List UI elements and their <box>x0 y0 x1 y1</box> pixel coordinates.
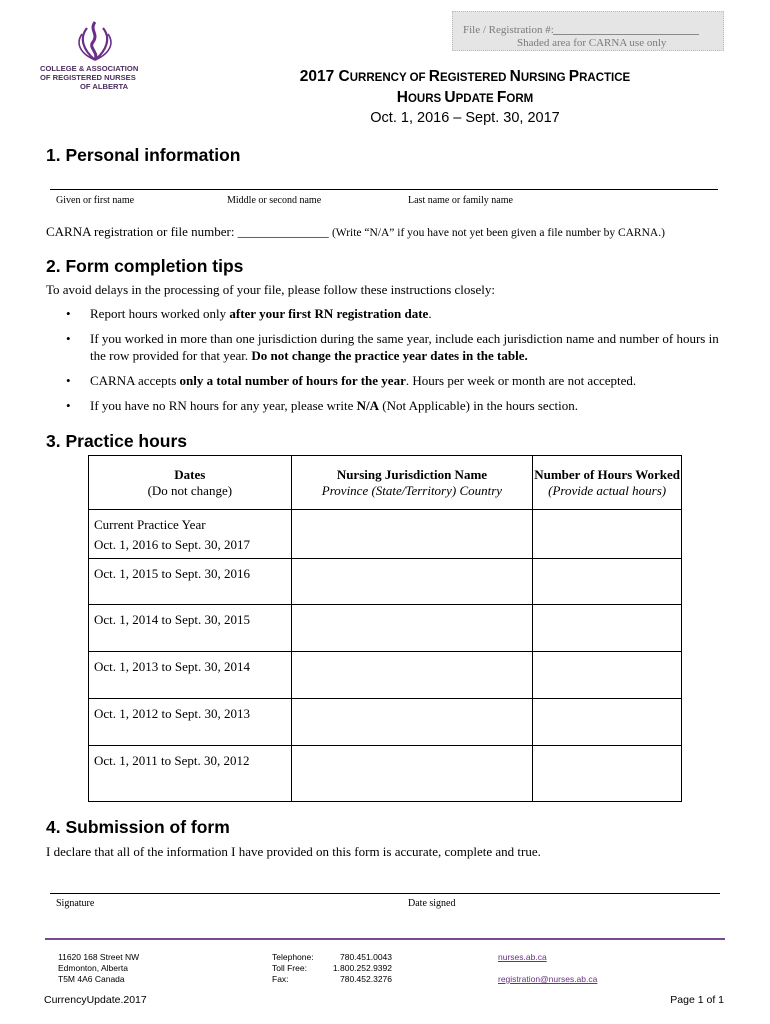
form-title-line2: HOURS UPDATE FORM <box>396 89 534 106</box>
shaded-note: Shaded area for CARNA use only <box>517 37 667 49</box>
table-row <box>89 605 682 652</box>
date-signed-label: Date signed <box>408 898 456 909</box>
page-number: Page 1 of 1 <box>670 994 724 1006</box>
footer-phone-values: 780.451.0043 1.800.252.9392 780.452.3276 <box>332 952 392 984</box>
section1-heading: 1. Personal information <box>46 145 241 165</box>
date-cell: Oct. 1, 2013 to Sept. 30, 2014 <box>89 652 292 699</box>
list-item: • CARNA accepts only a total number of hours for the year. Hours per week or month are not accepted. <box>62 372 722 389</box>
list-item: • If you worked in more than one jurisdiction during the same year, include each jurisdiction name and number of hours in the row provided for that year. Do not change the practice year dates in the table. <box>62 330 722 364</box>
registration-number-label: CARNA registration or file number: ______________ <box>46 224 329 239</box>
jurisdiction-input[interactable] <box>291 605 533 652</box>
dates-column-header: Dates (Do not change) <box>89 456 292 510</box>
registration-number-field[interactable] <box>46 224 665 240</box>
declaration-text: I declare that all of the information I have provided on this form is accurate, complete and true. <box>46 844 541 859</box>
jurisdiction-column-header: Nursing Jurisdiction Name Province (State/Territory) Country <box>291 456 533 510</box>
section3-heading: 3. Practice hours <box>46 431 188 451</box>
footer-phone-labels: Telephone: Toll Free: Fax: <box>272 952 314 984</box>
date-cell: Oct. 1, 2011 to Sept. 30, 2012 <box>89 746 292 802</box>
name-fields-line[interactable] <box>50 189 718 190</box>
footer-links <box>498 952 597 985</box>
jurisdiction-input[interactable] <box>291 746 533 802</box>
jurisdiction-input[interactable] <box>291 652 533 699</box>
jurisdiction-input[interactable] <box>291 510 533 559</box>
signature-label: Signature <box>56 898 95 909</box>
hours-input[interactable] <box>533 559 682 605</box>
tips-list <box>62 305 722 422</box>
form-title-line1: 2017 CURRENCY OF REGISTERED NURSING PRACTICE <box>299 68 631 85</box>
carna-logo <box>40 20 150 91</box>
given-name-label: Given or first name <box>56 195 135 206</box>
tips-intro: To avoid delays in the processing of your file, please follow these instructions closely: <box>46 282 495 297</box>
website-link[interactable]: nurses.ab.ca <box>498 952 547 962</box>
hours-input[interactable] <box>533 699 682 746</box>
document-id: CurrencyUpdate.2017 <box>44 994 147 1006</box>
registration-number-note: (Write “N/A” if you have not yet been given a file number by CARNA.) <box>331 227 665 239</box>
carna-logo-icon <box>73 20 117 62</box>
file-registration-field[interactable] <box>553 34 699 35</box>
table-header-row <box>89 456 682 510</box>
org-name: COLLEGE & ASSOCIATION OF REGISTERED NURSES OF ALBERTA <box>40 64 139 91</box>
carna-use-only-box <box>452 11 724 51</box>
middle-name-label: Middle or second name <box>227 195 322 206</box>
date-cell: Oct. 1, 2015 to Sept. 30, 2016 <box>89 559 292 605</box>
list-item: • If you have no RN hours for any year, please write N/A (Not Applicable) in the hours section. <box>62 397 722 414</box>
practice-hours-table <box>88 455 682 802</box>
hours-input[interactable] <box>533 510 682 559</box>
list-item: • Report hours worked only after your first RN registration date. <box>62 305 722 322</box>
table-row <box>89 746 682 802</box>
hours-column-header: Number of Hours Worked (Provide actual hours) <box>533 456 682 510</box>
footer-divider <box>45 938 725 940</box>
email-link[interactable]: registration@nurses.ab.ca <box>498 974 598 984</box>
date-cell: Oct. 1, 2012 to Sept. 30, 2013 <box>89 699 292 746</box>
footer-address: 11620 168 Street NW Edmonton, Alberta T5M 4A6 Canada <box>58 952 140 984</box>
date-cell: Current Practice Year Oct. 1, 2016 to Sept. 30, 2017 <box>89 510 292 559</box>
section2-heading: 2. Form completion tips <box>46 256 244 276</box>
table-row <box>89 652 682 699</box>
table-row <box>89 699 682 746</box>
table-row <box>89 510 682 559</box>
last-name-label: Last name or family name <box>408 195 513 206</box>
jurisdiction-input[interactable] <box>291 559 533 605</box>
date-cell: Oct. 1, 2014 to Sept. 30, 2015 <box>89 605 292 652</box>
hours-input[interactable] <box>533 652 682 699</box>
file-registration-label: File / Registration #: <box>463 24 554 36</box>
hours-input[interactable] <box>533 605 682 652</box>
signature-line[interactable] <box>50 893 720 894</box>
table-row <box>89 559 682 605</box>
section4-heading: 4. Submission of form <box>46 817 230 837</box>
jurisdiction-input[interactable] <box>291 699 533 746</box>
form-date-range: Oct. 1, 2016 – Sept. 30, 2017 <box>370 110 560 126</box>
hours-input[interactable] <box>533 746 682 802</box>
